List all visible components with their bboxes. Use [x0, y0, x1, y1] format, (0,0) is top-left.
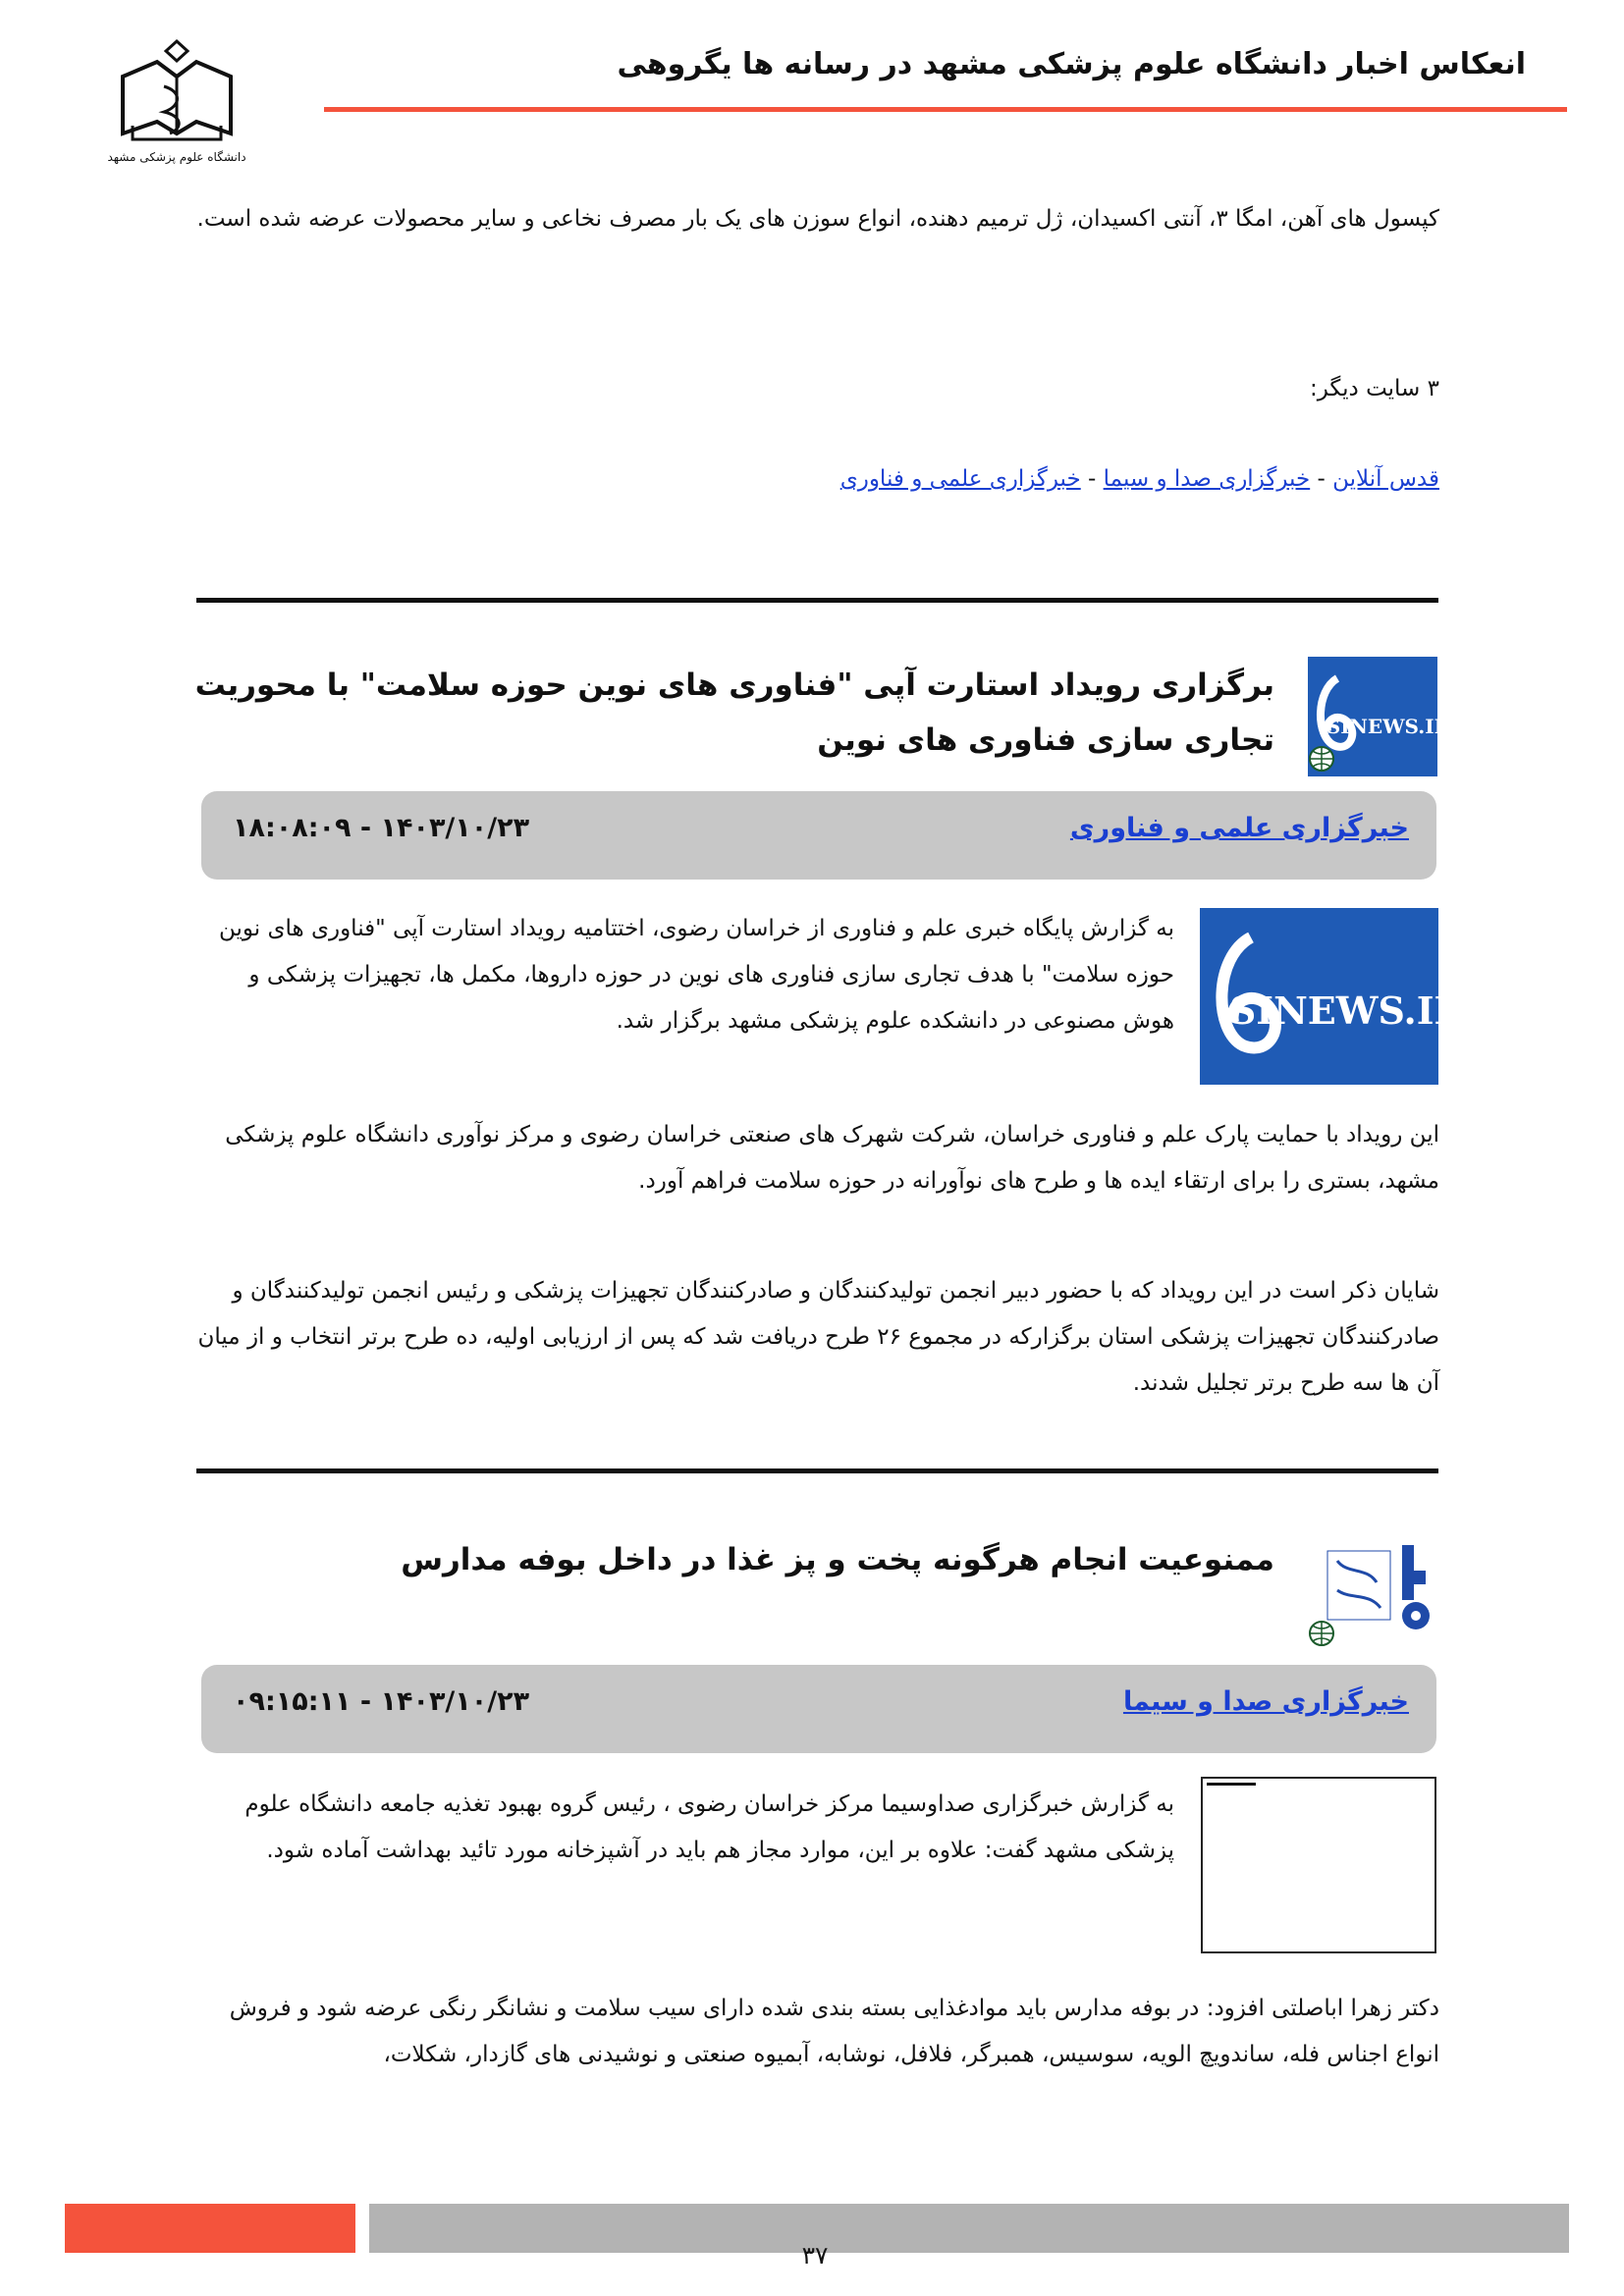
- article-thumbnail: [1200, 908, 1466, 1085]
- intro-paragraph: کپسول های آهن، امگا ۳، آنتی اکسیدان، ژل ترمیم دهنده، انواع سوزن های یک بار مصرف نخاعی و سایر محصولات عرضه شده است.: [196, 206, 1439, 232]
- article-source-link[interactable]: خبرگزاری صدا و سیما: [1122, 1686, 1409, 1717]
- article-source-bar: [201, 1665, 1436, 1753]
- header-accent-rule: [324, 107, 1567, 112]
- article-paragraph: به گزارش پایگاه خبری علم و فناوری از خراسان رضوی، اختتامیه رویداد استارت آپی "فناوری های نوین حوزه سلامت" با هدف تجاری سازی فناوری های نوین در حوزه داروها، مکمل ها، تجهیزات پزشکی و هوش مصنوعی در دانشکده علوم پزشکی مشهد برگزار شد.: [219, 916, 1174, 1034]
- article-datetime: ۱۴۰۳/۱۰/۲۳ - ۱۸:۰۸:۰۹: [233, 813, 530, 843]
- irib-news-logo-icon: [1308, 1531, 1437, 1651]
- article-headline: ممنوعیت انجام هرگونه پخت و پز غذا در داخل بوفه مدارس: [401, 1542, 1274, 1577]
- site-link-irib-news[interactable]: خبرگزاری صدا و سیما: [1103, 466, 1311, 492]
- article-image-placeholder: [1201, 1777, 1436, 1953]
- article-paragraph: این رویداد با حمایت پارک علم و فناوری خراسان، شرکت شهرک های صنعتی خراسان رضوی و مرکز نوآوری دانشگاه علوم پزشکی مشهد، بستری را برای ارتقاء ایده ها و طرح های نوآورانه در حوزه سلامت فراهم آورد.: [225, 1122, 1439, 1194]
- other-sites-label: ۳ سایت دیگر:: [1309, 376, 1439, 401]
- other-sites-links: [556, 456, 1439, 503]
- article-headline: برگزاری رویداد استارت آپی "فناوری های نوین حوزه سلامت" با محوریت تجاری سازی فناوری های نوین: [194, 667, 1274, 758]
- article-datetime: ۱۴۰۳/۱۰/۲۳ - ۰۹:۱۵:۱۱: [233, 1686, 530, 1717]
- sinews-logo-icon: [1308, 657, 1451, 776]
- article-paragraph: به گزارش خبرگزاری صداوسیما مرکز خراسان رضوی ، رئیس گروه بهبود تغذیه جامعه دانشگاه علوم پزشکی مشهد گفت: علاوه بر این، موارد مجاز هم باید در آشپزخانه مورد تائید بهداشت آماده شود.: [244, 1791, 1174, 1863]
- university-emblem-icon: [107, 37, 246, 170]
- site-link-qods-online[interactable]: قدس آنلاین: [1332, 466, 1439, 492]
- footer-gray-bar: [369, 2204, 1569, 2253]
- link-separator: -: [1310, 466, 1333, 492]
- logo-caption: دانشگاه علوم پزشکی مشهد: [107, 150, 246, 164]
- article-paragraph: دکتر زهرا اباصلتی افزود: در بوفه مدارس باید موادغذایی بسته بندی شده دارای سیب سلامت و نشانگر رنگی عرضه شود و فروش انواع اجناس فله، ساندویچ الویه، سوسیس، همبرگر، فلافل، نوشابه، آبمیوه صنعتی و نوشیدنی های گازدار، شکلات،: [229, 1996, 1439, 2067]
- sinews-logo-text: SINEWS.IR: [1228, 988, 1466, 1033]
- sinews-logo-text: SINEWS.IR: [1326, 715, 1451, 738]
- document-header-title: انعکاس اخبار دانشگاه علوم پزشکی مشهد در رسانه ها یگروهی: [617, 47, 1526, 81]
- article-divider: [196, 1468, 1438, 1473]
- link-separator: -: [1080, 466, 1104, 492]
- article-source-bar: [201, 791, 1436, 880]
- page-number: ۳۷: [801, 2241, 829, 2269]
- article-paragraph: شایان ذکر است در این رویداد که با حضور دبیر انجمن تولیدکنندگان و صادرکنندگان تجهیزات پزشکی و رئیس انجمن تولیدکنندگان و صادرکنندگان تجهیزات پزشکی استان برگزارکه در مجموع ۲۶ طرح دریافت شد که پس از ارزیابی اولیه، ده طرح برتر انتخاب و از میان آن ها سه طرح برتر تجلیل شدند.: [197, 1278, 1439, 1396]
- article-source-link[interactable]: خبرگزاری علمی و فناوری: [1069, 813, 1409, 843]
- footer-accent-bar: [65, 2204, 355, 2253]
- article-divider: [196, 598, 1438, 603]
- site-link-sci-tech-news[interactable]: خبرگزاری علمی و فناوری: [839, 466, 1081, 492]
